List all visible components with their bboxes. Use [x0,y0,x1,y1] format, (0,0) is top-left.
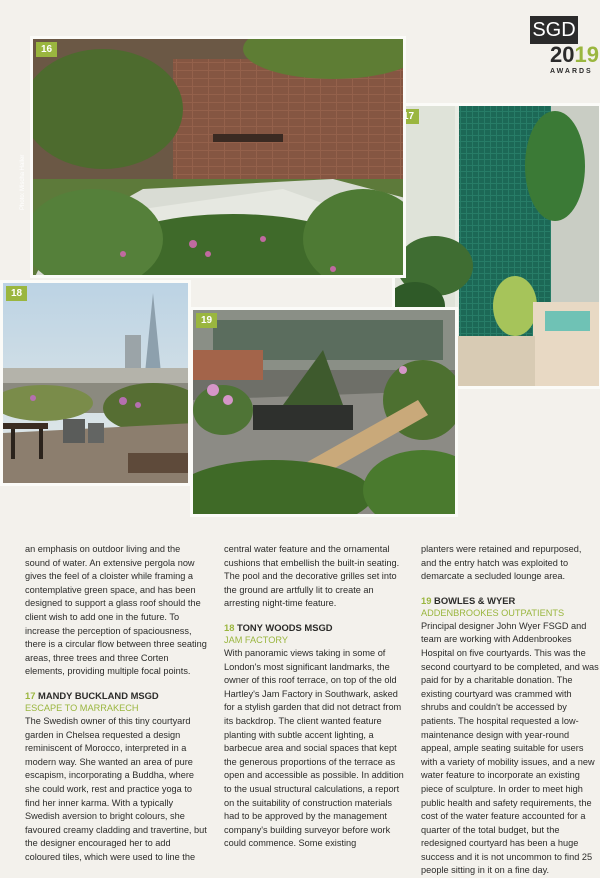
photo-number-badge: 17 [398,109,419,124]
section-heading: 19 BOWLES & WYER [421,594,516,606]
text-column-2 [224,543,406,851]
photo-16 [30,36,406,278]
body-text: an emphasis on outdoor living and the sound of water. An extensive pergola now gives the feel of a cloister while framing a contemplative green space, and has been designed to support a glass roof should the client wish to add one in the future. To increase the perception of spaciousness, there is a circular flow between three seating areas, three trees and three Corten elements, providing multiple focal points. [25,544,207,677]
body-text: The Swedish owner of this tiny courtyard garden in Chelsea requested a design reminiscent of Morocco, interpreted in a modern way. She wanted an area of pure escapism, incorporating a Buddha, where she could work, rest and practice yoga to find her inner karma. With a typically Swedish aversion to bright colours, she favoured creamy cladding and travertine, but the designer encouraged her to add coloured tiles, which were used to line the [25,715,207,862]
sgd-awards-logo [528,16,600,78]
photo-credit: Photo: Mischa Haller [20,154,26,210]
awards-label: AWARDS [550,68,593,75]
text-column-3 [421,543,599,878]
body-text: central water feature and the ornamental cushions that embellish the built-in seating. The pool and the decorative grilles set into the ground are artfully lit to create an arresting night-time feature. [224,544,400,609]
photo-number-badge: 16 [36,42,57,57]
photo-19-image [193,310,458,517]
section-subheading: ADDENBROOKES OUTPATIENTS [421,607,565,618]
awards-year: 2019 [550,42,599,67]
body-text: planters were retained and repurposed, and the entry hatch was exploited to demarcate a secluded lounge area. [421,544,582,582]
section-heading: 17 MANDY BUCKLAND MSGD [25,689,159,701]
text-column-1 [25,543,207,864]
photo-16-image [33,39,406,278]
section-subheading: JAM FACTORY [224,634,288,645]
photo-number-badge: 19 [196,313,217,328]
body-text: Principal designer John Wyer FSGD and team are working with Addenbrookes Hospital on five courtyards. This was the second courtyard to be completed, and was paid for by a charitable donation. The existing courtyard was crammed with shrubs and couldn't be accessed by patients. The hospital requested a low-maintenance design with year-round appeal, ample seating suitable for users with a variety of mobility issues, and a new water feature to incorporate an existing piece of sculpture. In order to meet high public health and safety requirements, the cost of the water feature accounted for a quarter of the total budget, but the redesigned courtyard has been a huge success and it is not uncommon to find 25 people sitting in it on a fine day. [421,620,599,876]
photo-number-badge: 18 [6,286,27,301]
photo-19 [190,307,458,517]
section-heading: 18 TONY WOODS MSGD [224,621,333,633]
photo-18-image [3,283,191,486]
body-text: With panoramic views taking in some of London's most significant landmarks, the owner of this roof terrace, on top of the old Hartley's Jam Factory in Southwark, asked for a stylish garden that did not detract from its backdrop. The client wanted feature planting with subtle accent lighting, a barbecue area and social spaces that kept the generous proportions of the terrace as open and accessible as possible. In addition to the usual structural calculations, a report on the suitability of construction materials had to be approved by the management company's building surveyor before work could commence. Some existing [224,647,404,849]
sgd-logo-box: SGD [530,16,578,44]
section-subheading: ESCAPE TO MARRAKECH [25,702,139,713]
photo-18 [0,280,191,486]
